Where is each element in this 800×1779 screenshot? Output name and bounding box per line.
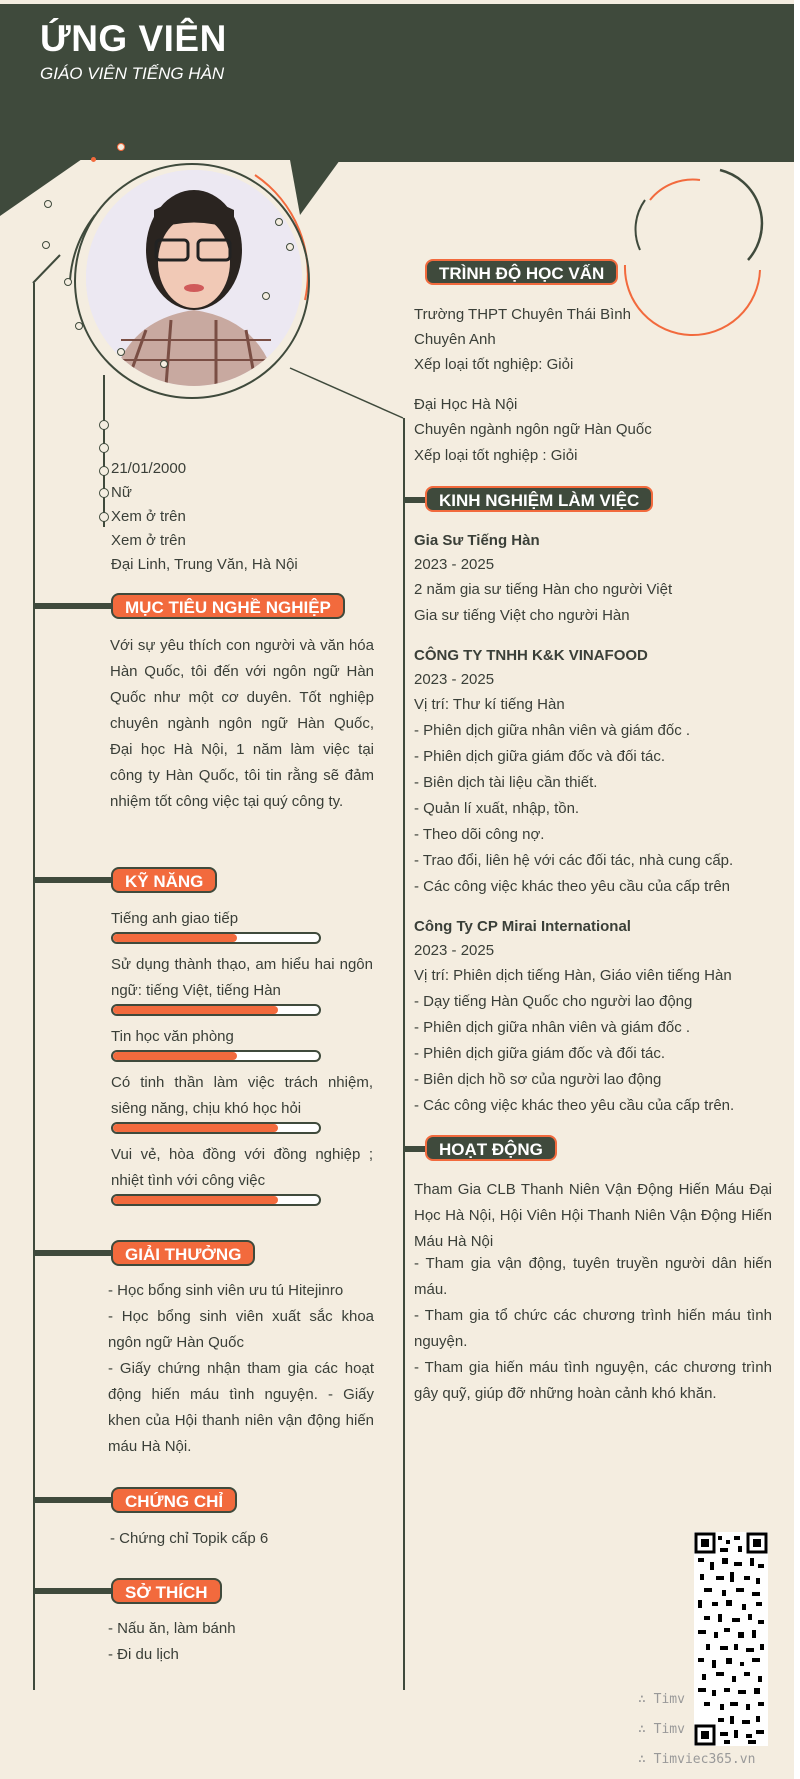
right-timeline <box>403 418 405 1690</box>
section-connector <box>33 1588 111 1594</box>
skill-fill <box>113 1124 278 1132</box>
job-line: 2 năm gia sư tiếng Hàn cho người Việt <box>414 581 673 598</box>
job-company: Gia Sư Tiếng Hàn <box>414 532 540 549</box>
job-line: Vị trí: Phiên dịch tiếng Hàn, Giáo viên tiếng Hàn <box>414 967 732 984</box>
skill-label: Sử dụng thành thạo, am hiểu hai ngôn ngữ: tiếng Việt, tiếng Hàn <box>111 956 373 999</box>
watermark: ∴ Timv <box>638 1722 685 1737</box>
activity-1: Tham Gia CLB Thanh Niên Vận Động Hiến Máu Đại Học Hà Nội, Hội Viên Hội Thanh Niên Vận Động Hiến Máu Hà Nội <box>414 1181 772 1250</box>
section-connector <box>33 1250 111 1256</box>
job-line: - Biên dịch tài liệu cần thiết. <box>414 774 598 791</box>
edu-grade: Xếp loại tốt nghiệp: Giỏi <box>414 356 574 373</box>
hobby-item: - Nấu ăn, làm bánh <box>108 1620 236 1637</box>
hobbies-heading: SỞ THÍCH <box>111 1578 222 1604</box>
info-dot <box>99 488 109 498</box>
decor-dot <box>275 218 283 226</box>
job-company: CÔNG TY TNHH K&K VINAFOOD <box>414 647 648 664</box>
skill-label: Tiếng anh giao tiếp <box>111 910 239 927</box>
info-dot <box>99 466 109 476</box>
edu-school: Trường THPT Chuyên Thái Bình <box>414 306 631 323</box>
left-timeline <box>33 283 35 1690</box>
certificate-1: - Chứng chỉ Topik cấp 6 <box>110 1530 269 1547</box>
activity-2: - Tham gia vận động, tuyên truyền người dân hiến máu. <box>414 1255 772 1298</box>
job-line: Gia sư tiếng Việt cho người Hàn <box>414 607 630 624</box>
award-1: - Học bổng sinh viên ưu tú Hitejinro <box>108 1282 344 1299</box>
awards-heading: GIẢI THƯỞNG <box>111 1240 255 1266</box>
dob: 21/01/2000 <box>111 460 187 477</box>
hobby-item: - Đi du lịch <box>108 1646 179 1663</box>
skill-label: Tin học văn phòng <box>111 1028 234 1045</box>
decor-dot <box>91 157 96 162</box>
job-period: 2023 - 2025 <box>414 556 495 573</box>
gender: Nữ <box>111 484 132 501</box>
experience-heading: KINH NGHIỆM LÀM VIỆC <box>425 486 653 512</box>
skill-fill <box>113 934 237 942</box>
job-period: 2023 - 2025 <box>414 671 495 688</box>
job-line: - Dạy tiếng Hàn Quốc cho người lao động <box>414 993 693 1010</box>
skill-bar <box>111 1050 321 1062</box>
education-heading: TRÌNH ĐỘ HỌC VẤN <box>425 259 618 285</box>
decor-dot <box>286 243 294 251</box>
job-line: - Trao đổi, liên hệ với các đối tác, nhà cung cấp. <box>414 852 734 869</box>
skill-fill <box>113 1006 278 1014</box>
decor-dot <box>262 292 270 300</box>
email: Xem ở trên <box>111 532 186 549</box>
job-line: - Các công việc khác theo yêu cầu của cấp trên. <box>414 1097 735 1114</box>
job-line: - Quản lí xuất, nhập, tồn. <box>414 800 580 817</box>
skill-fill <box>113 1196 278 1204</box>
skill-bar <box>111 1122 321 1134</box>
decor-dot <box>75 322 83 330</box>
job-line: - Phiên dịch giữa giám đốc và đối tác. <box>414 748 666 765</box>
job-line: - Theo dõi công nợ. <box>414 826 545 843</box>
section-connector <box>403 1146 425 1152</box>
award-3: - Giấy chứng nhận tham gia các hoạt động hiến máu tình nguyện. - Giấy khen của Hội thanh niên vận động hiến máu Hà Nội. <box>108 1360 374 1455</box>
objective-text: Với sự yêu thích con người và văn hóa Hàn Quốc, tôi đến với ngôn ngữ Hàn Quốc như một cơ duyên. Tốt nghiệp chuyên ngành ngôn ngữ Hàn Quốc, Đại học Hà Nội, 1 năm làm việc tại công ty Hàn Quốc, tôi tin rằng sẽ đảm nhiệm tốt công việc tại quý công ty. <box>110 637 374 810</box>
info-dot <box>99 512 109 522</box>
activities-heading: HOẠT ĐỘNG <box>425 1135 557 1161</box>
certificates-heading: CHỨNG CHỈ <box>111 1487 237 1513</box>
edu-major: Chuyên ngành ngôn ngữ Hàn Quốc <box>414 421 652 438</box>
decor-dot <box>160 360 168 368</box>
edu-major: Chuyên Anh <box>414 331 496 348</box>
info-dot <box>99 443 109 453</box>
job-line: - Các công việc khác theo yêu cầu của cấp trên <box>414 878 731 895</box>
candidate-role: GIÁO VIÊN TIẾNG HÀN <box>40 64 225 83</box>
skill-fill <box>113 1052 237 1060</box>
watermark: ∴ Timv <box>638 1692 685 1707</box>
section-connector <box>33 1497 111 1503</box>
address: Đại Linh, Trung Văn, Hà Nội <box>111 556 298 573</box>
job-line: - Phiên dịch giữa nhân viên và giám đốc . <box>414 1019 691 1036</box>
job-line: - Biên dịch hồ sơ của người lao động <box>414 1071 662 1088</box>
decor-dot <box>44 200 52 208</box>
qr-code <box>694 1532 768 1746</box>
skill-bar <box>111 932 321 944</box>
candidate-name: ỨNG VIÊN <box>40 18 227 59</box>
decor-dot <box>64 278 72 286</box>
watermark: ∴ Timviec365.vn <box>638 1752 756 1767</box>
job-line: - Phiên dịch giữa giám đốc và đối tác. <box>414 1045 666 1062</box>
job-line: - Phiên dịch giữa nhân viên và giám đốc . <box>414 722 691 739</box>
info-dot <box>99 420 109 430</box>
skill-label: Có tinh thần làm việc trách nhiệm, siêng năng, chịu khó học hỏi <box>111 1074 373 1117</box>
section-connector <box>33 877 111 883</box>
objective-heading: MỤC TIÊU NGHỀ NGHIỆP <box>111 593 345 619</box>
edu-grade: Xếp loại tốt nghiệp : Giỏi <box>414 447 578 464</box>
section-connector <box>33 603 111 609</box>
activity-4: - Tham gia hiến máu tình nguyện, các chương trình gây quỹ, giúp đỡ những hoàn cảnh khó khăn. <box>414 1359 772 1402</box>
job-period: 2023 - 2025 <box>414 942 495 959</box>
decor-dot <box>42 241 50 249</box>
decor-dot <box>117 143 125 151</box>
skill-label: Vui vẻ, hòa đồng với đồng nghiệp ; nhiệt tình với công việc <box>111 1146 373 1189</box>
skill-bar <box>111 1194 321 1206</box>
decor-dot <box>117 348 125 356</box>
phone: Xem ở trên <box>111 508 186 525</box>
qr-pattern <box>694 1532 768 1746</box>
job-line: Vị trí: Thư kí tiếng Hàn <box>414 696 565 713</box>
skills-heading: KỸ NĂNG <box>111 867 217 893</box>
activity-3: - Tham gia tổ chức các chương trình hiến máu tình nguyện. <box>414 1307 772 1350</box>
job-company: Công Ty CP Mirai International <box>414 918 631 935</box>
award-2: - Học bổng sinh viên xuất sắc khoa ngôn ngữ Hàn Quốc <box>108 1308 374 1351</box>
skill-bar <box>111 1004 321 1016</box>
section-connector <box>403 497 425 503</box>
edu-school: Đại Học Hà Nội <box>414 396 518 413</box>
